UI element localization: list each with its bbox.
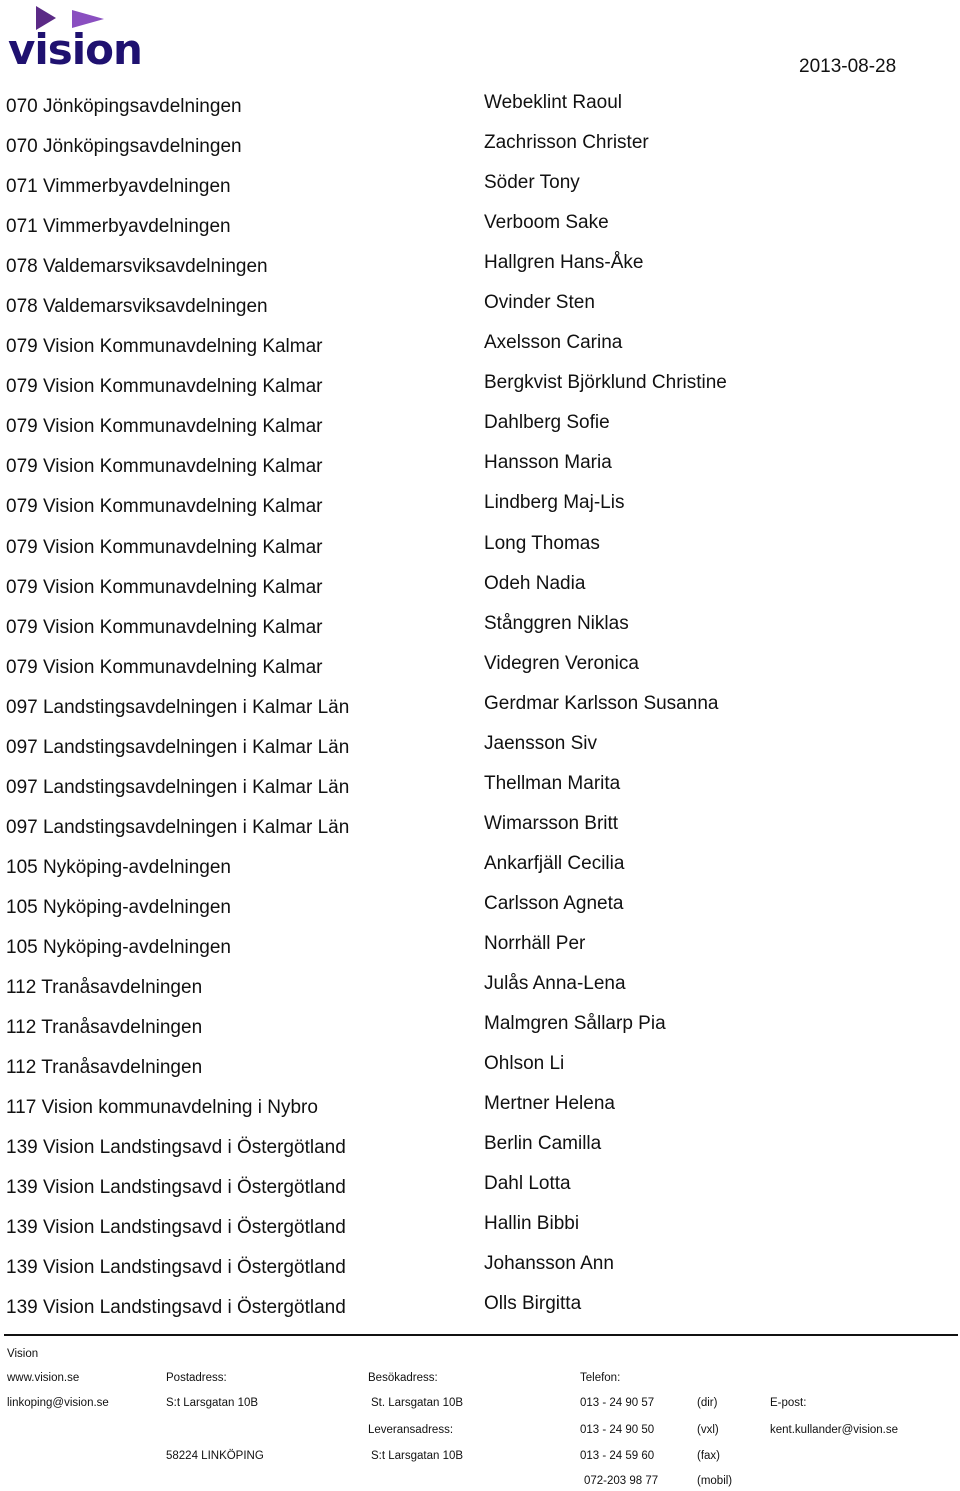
department-name: 097 Landstingsavdelningen i Kalmar Län: [6, 696, 350, 718]
table-row: [0, 372, 960, 412]
member-name: Verboom Sake: [484, 212, 609, 234]
phone-type: (dir): [697, 1397, 718, 1409]
department-name: 079 Vision Kommunavdelning Kalmar: [6, 416, 323, 438]
department-name: 079 Vision Kommunavdelning Kalmar: [6, 496, 323, 518]
table-row: [0, 1293, 960, 1333]
department-name: 078 Valdemarsviksavdelningen: [6, 256, 268, 278]
member-name: Stånggren Niklas: [484, 612, 629, 634]
member-name: Dahl Lotta: [484, 1173, 571, 1195]
table-row: [0, 1173, 960, 1213]
department-name: 117 Vision kommunavdelning i Nybro: [6, 1097, 318, 1119]
department-name: 105 Nyköping-avdelningen: [6, 936, 231, 958]
member-name: Gerdmar Karlsson Susanna: [484, 692, 719, 714]
table-row: [0, 933, 960, 973]
department-name: 097 Landstingsavdelningen i Kalmar Län: [6, 816, 350, 838]
table-row: [0, 1013, 960, 1053]
member-name: Long Thomas: [484, 532, 600, 554]
table-row: [0, 653, 960, 693]
visit-label: Besökadress:: [368, 1372, 438, 1384]
department-name: 079 Vision Kommunavdelning Kalmar: [6, 616, 323, 638]
table-row: [0, 452, 960, 492]
delivery-street: S:t Larsgatan 10B: [371, 1450, 464, 1462]
department-name: 139 Vision Landstingsavd i Östergötland: [6, 1297, 346, 1319]
department-name: 070 Jönköpingsavdelningen: [6, 96, 242, 117]
phone-number: 013 - 24 90 50: [580, 1424, 655, 1436]
department-name: 079 Vision Kommunavdelning Kalmar: [6, 336, 323, 358]
table-row: [0, 172, 960, 212]
department-name: 112 Tranåsavdelningen: [6, 977, 203, 999]
table-row: [0, 853, 960, 893]
postal-label: Postadress:: [166, 1372, 227, 1384]
department-name: 079 Vision Kommunavdelning Kalmar: [6, 376, 323, 398]
member-name: Ankarfjäll Cecilia: [484, 852, 625, 874]
table-row: [0, 813, 960, 853]
table-row: [0, 1053, 960, 1093]
phone-number: 072-203 98 77: [584, 1475, 659, 1487]
department-name: 139 Vision Landstingsavd i Östergötland: [6, 1137, 346, 1159]
department-name: 078 Valdemarsviksavdelningen: [6, 296, 268, 318]
department-name: 112 Tranåsavdelningen: [6, 1017, 203, 1039]
department-name: 097 Landstingsavdelningen i Kalmar Län: [6, 776, 350, 798]
member-name: Lindberg Maj-Lis: [484, 492, 625, 514]
member-name: Bergkvist Björklund Christine: [484, 372, 727, 394]
department-name: 112 Tranåsavdelningen: [6, 1057, 203, 1079]
member-name: Webeklint Raoul: [484, 92, 623, 113]
member-name: Mertner Helena: [484, 1093, 615, 1115]
table-row: [0, 973, 960, 1013]
table-row: [0, 412, 960, 452]
table-row: [0, 1133, 960, 1173]
email-label: E-post:: [770, 1397, 807, 1409]
visit-street: St. Larsgatan 10B: [371, 1397, 464, 1409]
phone-number: 013 - 24 90 57: [580, 1397, 655, 1409]
table-row: [0, 573, 960, 613]
department-name: 097 Landstingsavdelningen i Kalmar Län: [6, 736, 350, 758]
member-name: Olls Birgitta: [484, 1293, 582, 1315]
department-name: 079 Vision Kommunavdelning Kalmar: [6, 536, 323, 558]
member-name: Berlin Camilla: [484, 1133, 602, 1155]
department-name: 079 Vision Kommunavdelning Kalmar: [6, 576, 323, 598]
department-name: 071 Vimmerbyavdelningen: [6, 216, 231, 238]
member-list: [0, 92, 960, 1333]
member-name: Jaensson Siv: [484, 732, 598, 754]
department-name: 139 Vision Landstingsavd i Östergötland: [6, 1217, 346, 1239]
footer-web[interactable]: www.vision.se: [7, 1372, 80, 1384]
contact-email[interactable]: kent.kullander@vision.se: [770, 1424, 899, 1436]
footer-divider: [4, 1334, 958, 1336]
table-row: [0, 212, 960, 252]
member-name: Wimarsson Britt: [484, 812, 619, 834]
department-name: 139 Vision Landstingsavd i Östergötland: [6, 1177, 346, 1199]
member-name: Ovinder Sten: [484, 292, 595, 314]
document-date: 2013-08-28: [799, 56, 897, 77]
department-name: 071 Vimmerbyavdelningen: [6, 176, 231, 198]
table-row: [0, 693, 960, 733]
table-row: [0, 1253, 960, 1293]
department-name: 105 Nyköping-avdelningen: [6, 896, 231, 918]
member-name: Söder Tony: [484, 172, 580, 194]
vision-logo: [6, 4, 146, 68]
postal-city: 58224 LINKÖPING: [166, 1450, 264, 1462]
footer-org: Vision: [7, 1348, 39, 1360]
logo-text: vision: [8, 25, 142, 68]
phone-type: (vxl): [697, 1424, 719, 1436]
department-name: 105 Nyköping-avdelningen: [6, 856, 231, 878]
table-row: [0, 132, 960, 172]
member-name: Odeh Nadia: [484, 572, 586, 594]
table-row: [0, 613, 960, 653]
table-row: [0, 893, 960, 933]
member-name: Malmgren Sållarp Pia: [484, 1013, 666, 1035]
phone-label: Telefon:: [580, 1372, 621, 1384]
member-name: Ohlson Li: [484, 1053, 565, 1075]
department-name: 079 Vision Kommunavdelning Kalmar: [6, 456, 323, 478]
member-name: Videgren Veronica: [484, 652, 639, 674]
vision-logo-graphic: [6, 4, 146, 68]
delivery-label: Leveransadress:: [368, 1424, 454, 1436]
table-row: [0, 1213, 960, 1253]
member-name: Johansson Ann: [484, 1253, 614, 1275]
phone-number: 013 - 24 59 60: [580, 1450, 655, 1462]
table-row: [0, 252, 960, 292]
table-row: [0, 533, 960, 573]
member-name: Norrhäll Per: [484, 932, 586, 954]
member-name: Hallin Bibbi: [484, 1213, 580, 1235]
member-name: Thellman Marita: [484, 772, 621, 794]
table-row: [0, 92, 960, 132]
phone-type: (mobil): [697, 1475, 733, 1487]
member-name: Hallgren Hans-Åke: [484, 252, 644, 274]
table-row: [0, 292, 960, 332]
department-name: 139 Vision Landstingsavd i Östergötland: [6, 1257, 346, 1279]
member-name: Zachrisson Christer: [484, 132, 649, 154]
department-name: 079 Vision Kommunavdelning Kalmar: [6, 656, 323, 678]
member-name: Dahlberg Sofie: [484, 412, 610, 434]
member-name: Carlsson Agneta: [484, 892, 624, 914]
postal-street: S:t Larsgatan 10B: [166, 1397, 259, 1409]
table-row: [0, 332, 960, 372]
footer-email-address[interactable]: linkoping@vision.se: [7, 1397, 109, 1409]
footer: [0, 1340, 960, 1490]
table-row: [0, 492, 960, 532]
member-name: Axelsson Carina: [484, 332, 623, 354]
phone-type: (fax): [697, 1450, 720, 1462]
department-name: 070 Jönköpingsavdelningen: [6, 136, 242, 158]
table-row: [0, 773, 960, 813]
table-row: [0, 1093, 960, 1133]
table-row: [0, 733, 960, 773]
member-name: Hansson Maria: [484, 452, 612, 474]
member-name: Julås Anna-Lena: [484, 973, 626, 995]
